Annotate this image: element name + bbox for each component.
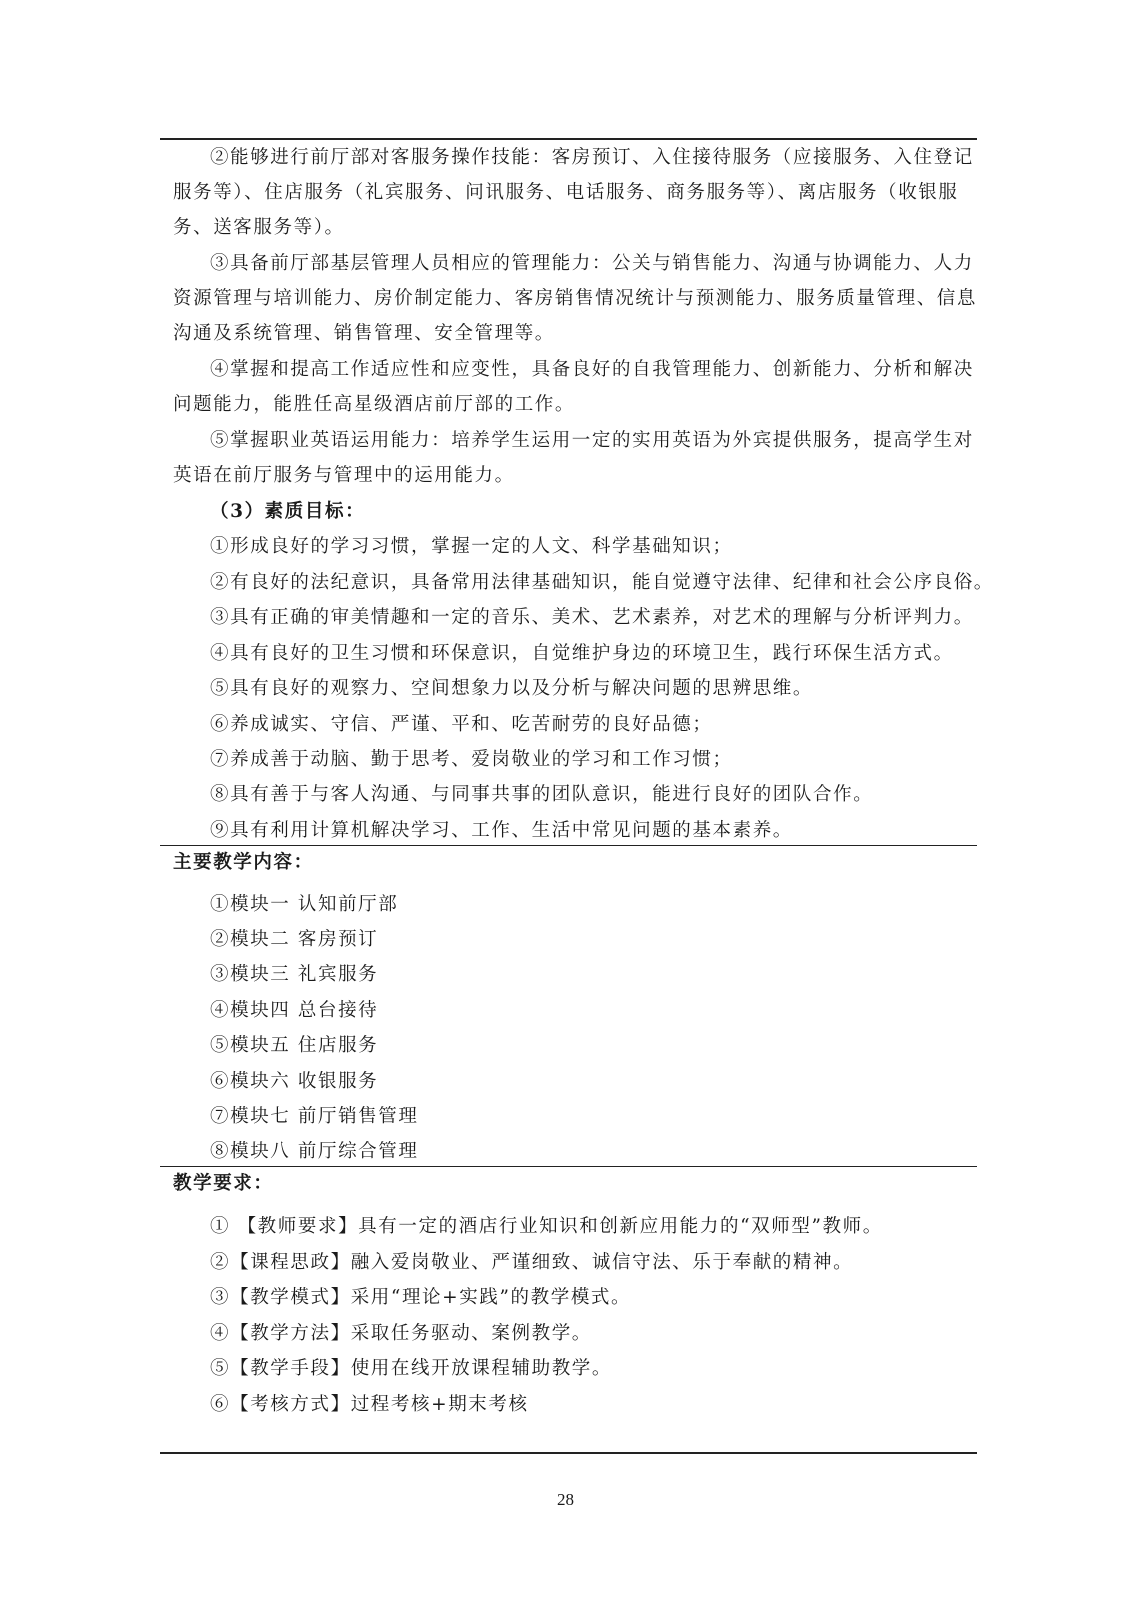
- ability-item-5-line1: ⑤掌握职业英语运用能力：培养学生运用一定的实用英语为外宾提供服务，提高学生对: [210, 430, 974, 451]
- page-number: 28: [557, 1490, 574, 1509]
- module-item: ⑦模块七 前厅销售管理: [210, 1106, 419, 1127]
- module-item: ④模块四 总台接待: [210, 1000, 379, 1021]
- quality-goal-heading: （3）素质目标：: [210, 501, 366, 522]
- ability-item-2-line2: 服务等）、住店服务（礼宾服务、问讯服务、电话服务、商务服务等）、离店服务（收银服: [173, 182, 959, 203]
- ability-item-3-line1: ③具备前厅部基层管理人员相应的管理能力：公关与销售能力、沟通与协调能力、人力: [210, 253, 974, 274]
- table-bottom-border: [160, 1452, 977, 1454]
- ability-item-5-line2: 英语在前厅服务与管理中的运用能力。: [173, 465, 515, 486]
- quality-goal-item: ②有良好的法纪意识，具备常用法律基础知识，能自觉遵守法律、纪律和社会公序良俗。: [210, 572, 994, 593]
- requirement-item: ②【课程思政】融入爱岗敬业、严谨细致、诚信守法、乐于奉献的精神。: [210, 1252, 854, 1273]
- ability-item-2-line3: 务、送客服务等）。: [173, 217, 345, 238]
- module-item: ⑧模块八 前厅综合管理: [210, 1141, 419, 1162]
- requirement-item: ⑥【考核方式】过程考核+期末考核: [210, 1394, 529, 1415]
- module-item: ⑥模块六 收银服务: [210, 1071, 379, 1092]
- module-item: ①模块一 认知前厅部: [210, 894, 399, 915]
- quality-goal-item: ⑨具有利用计算机解决学习、工作、生活中常见问题的基本素养。: [210, 820, 793, 841]
- quality-goal-item: ⑤具有良好的观察力、空间想象力以及分析与解决问题的思辨思维。: [210, 678, 814, 699]
- quality-goal-item: ⑥养成诚实、守信、严谨、平和、吃苦耐劳的良好品德；: [210, 714, 713, 735]
- ability-item-3-line2: 资源管理与培训能力、房价制定能力、客房销售情况统计与预测能力、服务质量管理、信息: [173, 288, 978, 309]
- ability-item-4-line1: ④掌握和提高工作适应性和应变性，具备良好的自我管理能力、创新能力、分析和解决: [210, 359, 974, 380]
- quality-goal-item: ⑦养成善于动脑、勤于思考、爱岗敬业的学习和工作习惯；: [210, 749, 733, 770]
- section-divider: [160, 1166, 977, 1167]
- module-item: ⑤模块五 住店服务: [210, 1035, 379, 1056]
- requirement-item: ⑤【教学手段】使用在线开放课程辅助教学。: [210, 1358, 613, 1379]
- section-divider: [160, 845, 977, 846]
- quality-goal-item: ③具有正确的审美情趣和一定的音乐、美术、艺术素养，对艺术的理解与分析评判力。: [210, 607, 974, 628]
- quality-goal-item: ①形成良好的学习习惯，掌握一定的人文、科学基础知识；: [210, 536, 733, 557]
- requirement-item: ③【教学模式】采用“理论+实践”的教学模式。: [210, 1287, 632, 1308]
- table-top-border: [160, 138, 977, 140]
- requirement-item: ④【教学方法】采取任务驱动、案例教学。: [210, 1323, 592, 1344]
- module-item: ②模块二 客房预订: [210, 929, 379, 950]
- requirement-item: ① 【教师要求】具有一定的酒店行业知识和创新应用能力的“双师型”教师。: [210, 1216, 883, 1237]
- quality-goal-item: ⑧具有善于与客人沟通、与同事共事的团队意识，能进行良好的团队合作。: [210, 784, 874, 805]
- quality-goal-item: ④具有良好的卫生习惯和环保意识，自觉维护身边的环境卫生，践行环保生活方式。: [210, 643, 954, 664]
- ability-item-2-line1: ②能够进行前厅部对客服务操作技能：客房预订、入住接待服务（应接服务、入住登记: [210, 147, 974, 168]
- requirements-heading: 教学要求：: [173, 1173, 274, 1194]
- ability-item-4-line2: 问题能力，能胜任高星级酒店前厅部的工作。: [173, 394, 576, 415]
- ability-item-3-line3: 沟通及系统管理、销售管理、安全管理等。: [173, 323, 555, 344]
- module-item: ③模块三 礼宾服务: [210, 964, 379, 985]
- content-heading: 主要教学内容：: [173, 852, 314, 873]
